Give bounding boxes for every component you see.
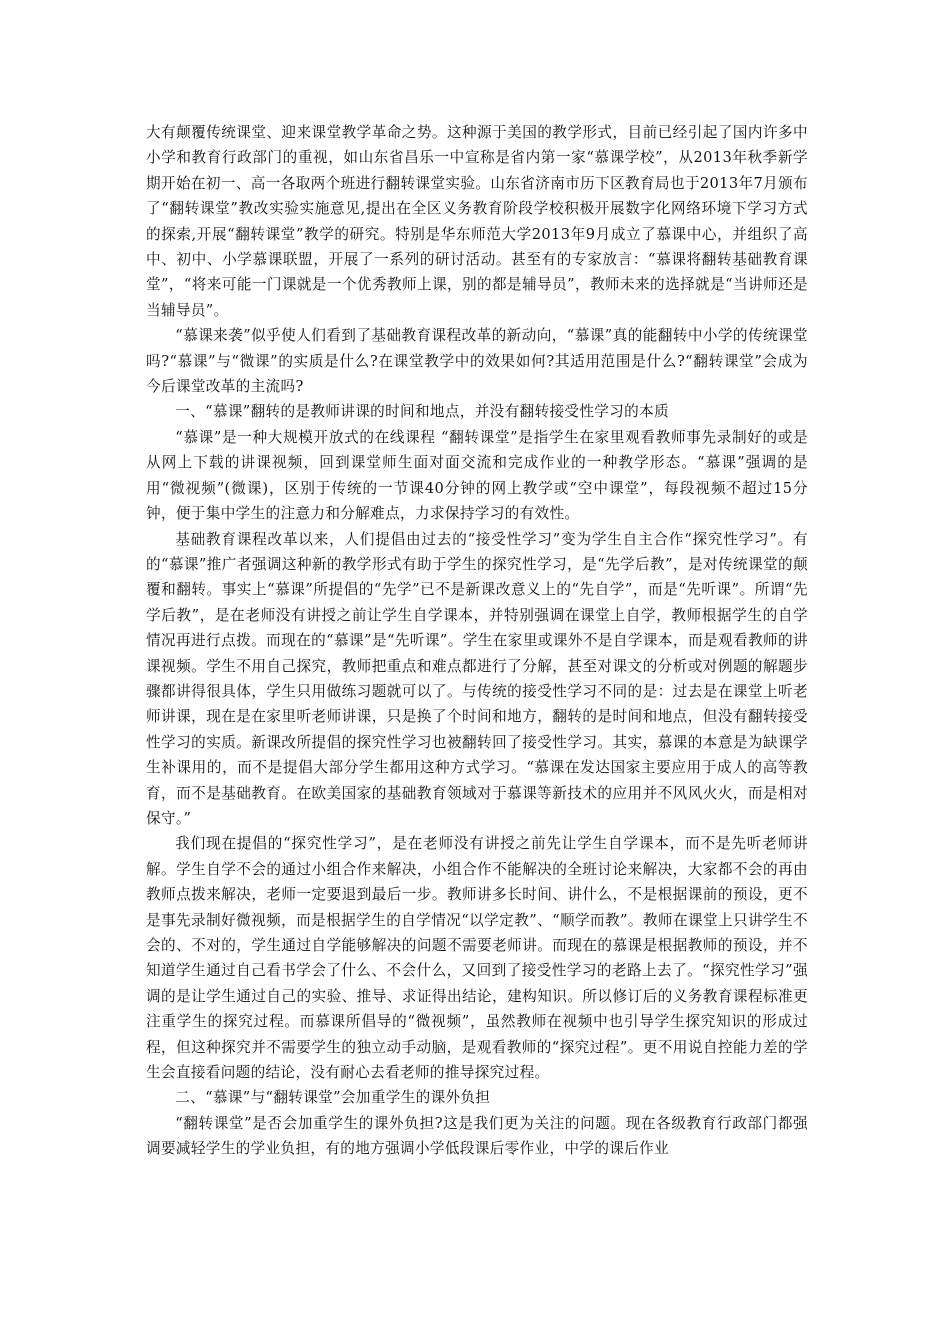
paragraph-inquiry-process: 我们现在提倡的“探究性学习”，是在老师没有讲授之前先让学生自学课本，而不是先听老师讲解。学生自学不会的通过小组合作来解决，小组合作不能解决的全班讨论来解决，大家都不会的再由教师点拨来解决，老师一定要退到最后一步。教师讲多长时间、讲什么，不是根据课前的预设，更不是事先录制好微视频，而是根据学生的自学情况“以学定教”、“顺学而教”。教师在课堂上只讲学生不会的、不对的，学生通过自学能够解决的问题不需要老师讲。而现在的慕课是根据教师的预设，并不知道学生通过自己看书学会了什么、不会什么，又回到了接受性学习的老路上去了。“探究性学习”强调的是让学生通过自己的实验、推导、求证得出结论，建构知识。所以修订后的义务教育课程标准更注重学生的探究过程。而慕课所倡导的“微视频”，虽然教师在视频中也引导学生探究知识的形成过程，但这种探究并不需要学生的独立动手动脑，是观看教师的“探究过程”。更不用说自控能力差的学生会直接看问题的结论，没有耐心去看老师的推导探究过程。 bbox=[146, 835, 808, 1082]
paragraph-intro-continued: 大有颠覆传统课堂、迎来课堂教学革命之势。这种源于美国的教学形式，目前已经引起了国内许多中小学和教育行政部门的重视，如山东省昌乐一中宣称是省内第一家“慕课学校”，从2013年秋季新学期开始在初一、高一各取两个班进行翻转课堂实验。山东省济南市历下区教育局也于2013年7月颁布了“翻转课堂”教改实验实施意见,提出在全区义务教育阶段学校积极开展数字化网络环境下学习方式的探索,开展“翻转课堂”教学的研究。特别是华东师范大学2013年9月成立了慕课中心，并组织了高中、初中、小学慕课联盟，开展了一系列的研讨活动。甚至有的专家放言：“慕课将翻转基础教育课堂”，“将来可能一门课就是一个优秀教师上课，别的都是辅导员”，教师未来的选择就是“当讲师还是当辅导员”。 bbox=[146, 124, 808, 319]
section-heading-1: 一、“慕课”翻转的是教师讲课的时间和地点，并没有翻转接受性学习的本质 bbox=[175, 403, 670, 421]
paragraph-mooc-definition: “慕课”是一种大规模开放式的在线课程 “翻转课堂”是指学生在家里观看教师事先录制好的或是从网上下载的讲课视频，回到课堂师生面对面交流和完成作业的一种教学形态。“慕课”强调的是用“微视频”(微课)，区别于传统的一节课40分钟的网上教学或“空中课堂”，每段视频不超过15分钟，便于集中学生的注意力和分解难点，力求保持学习的有效性。 bbox=[146, 428, 808, 523]
section-heading-2: 二、“慕课”与“翻转课堂”会加重学生的课外负担 bbox=[175, 1089, 491, 1107]
paragraph-inquiry-learning: 基础教育课程改革以来，人们提倡由过去的“接受性学习”变为学生自主合作“探究性学习”。有的“慕课”推广者强调这种新的教学形式有助于学生的探究性学习，是“先学后教”，是对传统课堂的颠覆和翻转。事实上“慕课”所提倡的“先学”已不是新课改意义上的“先自学”，而是“先听课”。所谓“先学后教”，是在老师没有讲授之前让学生自学课本，并特别强调在课堂上自学，教师根据学生的自学情况再进行点拨。而现在的“慕课”是“先听课”。学生在家里或课外不是自学课本，而是观看教师的讲课视频。学生不用自己探究，教师把重点和难点都进行了分解，甚至对课文的分析或对例题的解题步骤都讲得很具体，学生只用做练习题就可以了。与传统的接受性学习不同的是：过去是在课堂上听老师讲课，现在是在家里听老师讲课，只是换了个时间和地方，翻转的是时间和地点，但没有翻转接受性学习的实质。新课改所提倡的探究性学习也被翻转回了接受性学习。其实，慕课的本意是为缺课学生补课用的，而不是提倡大部分学生都用这种方式学习。“慕课在发达国家主要应用于成人的高等教育，而不是基础教育。在欧美国家的基础教育领域对于慕课等新技术的应用并不风风火火，而是相对保守。” bbox=[146, 530, 808, 827]
document-body bbox=[146, 120, 808, 1162]
paragraph-questions: “慕课来袭”似乎使人们看到了基础教育课程改革的新动向，“慕课”真的能翻转中小学的传统课堂吗?“慕课”与“微课”的实质是什么?在课堂教学中的效果如何?其适用范围是什么?“翻转课堂”会成为今后课堂改革的主流吗? bbox=[146, 327, 808, 396]
paragraph-burden: “翻转课堂”是否会加重学生的课外负担?这是我们更为关注的问题。现在各级教育行政部门都强调要减轻学生的学业负担，有的地方强调小学低段课后零作业，中学的课后作业 bbox=[146, 1114, 808, 1158]
